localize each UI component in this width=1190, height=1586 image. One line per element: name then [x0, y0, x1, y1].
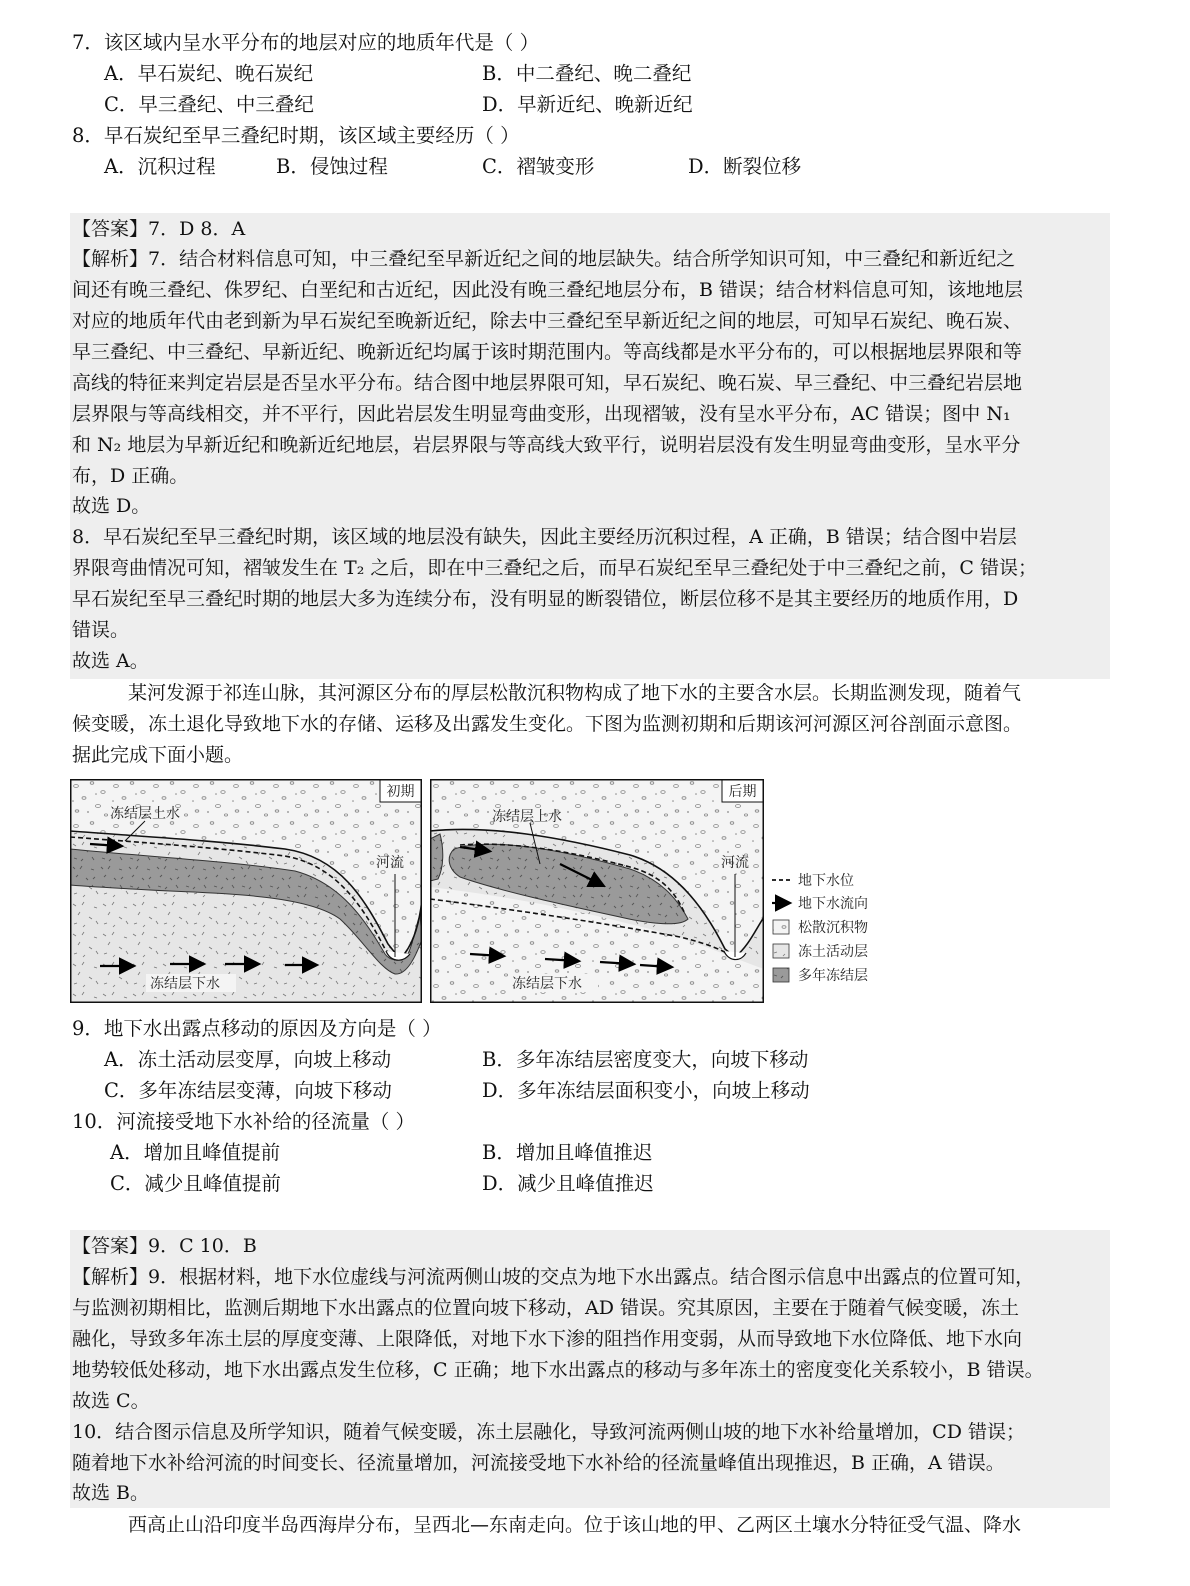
- q9-option-c: C．多年冻结层变薄，向坡下移动: [104, 1079, 392, 1102]
- analysis-line: 和 N₂ 地层为早新近纪和晚新近纪地层，岩层界限与等高线大致平行，说明岩层没有发生明显弯曲变形，呈水平分: [72, 434, 1021, 456]
- analysis-line: 早三叠纪、中三叠纪、早新近纪、晚新近纪均属于该时期范围内。等高线都是水平分布的，可以根据地层界限和等: [72, 341, 1023, 363]
- conclusion-line: 故选 D。: [72, 495, 151, 517]
- q10-option-a: A．增加且峰值提前: [110, 1141, 281, 1164]
- conclusion-line: 故选 C。: [72, 1390, 150, 1412]
- q8-stem: 8．早石炭纪至早三叠纪时期，该区域主要经历（ ）: [72, 124, 520, 147]
- analysis-line: 错误。: [72, 619, 130, 641]
- legend-loose-swatch: [773, 920, 789, 934]
- answer-9-10: 【答案】9．C 10．B: [72, 1235, 257, 1257]
- analysis-line: 层界限与等高线相交，并不平行，因此岩层发生明显弯曲变形，出现褶皱，没有呈水平分布，AC 错误；图中 N₁: [72, 403, 1011, 425]
- label-river: 河流: [721, 855, 749, 871]
- material-text: 西高止山沿印度半岛西海岸分布，呈西北—东南走向。位于该山地的甲、乙两区土壤水分特征受气温、降水: [128, 1514, 1022, 1536]
- q7-option-a: A．早石炭纪、晚石炭纪: [104, 62, 314, 85]
- label-river: 河流: [376, 855, 404, 871]
- label-subpermafrost-water: 冻结层下水: [512, 976, 582, 992]
- analysis-line: 【解析】9．根据材料，地下水位虚线与河流两侧山坡的交点为地下水出露点。结合图示信息中出露点的位置可知，: [72, 1266, 1035, 1288]
- conclusion-line: 故选 B。: [72, 1482, 150, 1504]
- analysis-line: 地势较低处移动，地下水出露点发生位移，C 正确；地下水出露点的移动与多年冻土的密度变化关系较小，B 错误。: [72, 1359, 1044, 1381]
- analysis-line: 与监测初期相比，监测后期地下水出露点的位置向坡下移动，AD 错误。究其原因，主要在于随着气候变暖，冻土: [72, 1297, 1019, 1319]
- analysis-line: 8．早石炭纪至早三叠纪时期，该区域的地层没有缺失，因此主要经历沉积过程，A 正确，B 错误；结合图中岩层: [72, 526, 1017, 548]
- analysis-line: 高线的特征来判定岩层是否呈水平分布。结合图中地层界限可知，早石炭纪、晚石炭、早三叠纪、中三叠纪岩层地: [72, 372, 1023, 394]
- label-suprapermafrost-water: 冻结层上水: [492, 809, 562, 825]
- q10-option-b: B．增加且峰值推迟: [482, 1141, 653, 1164]
- panel-tag-early: 初期: [386, 784, 415, 800]
- legend-active-layer: 冻土活动层: [798, 944, 868, 960]
- q9-option-d: D．多年冻结层面积变小，向坡上移动: [482, 1079, 810, 1102]
- profile-late-panel: [430, 779, 764, 1003]
- label-suprapermafrost-water: 冻结层上水: [110, 806, 180, 822]
- profile-early-panel: [70, 779, 422, 1003]
- q8-option-b: B．侵蚀过程: [276, 155, 388, 178]
- analysis-line: 间还有晚三叠纪、侏罗纪、白垩纪和古近纪，因此没有晚三叠纪地层分布，B 错误；结合材料信息可知，该地地层: [72, 279, 1024, 301]
- q10-option-d: D．减少且峰值推迟: [482, 1172, 654, 1195]
- legend-active-swatch: [773, 944, 789, 958]
- answer-7-8: 【答案】7．D 8．A: [72, 218, 246, 240]
- analysis-line: 布，D 正确。: [72, 465, 189, 487]
- q7-option-c: C．早三叠纪、中三叠纪: [104, 93, 314, 116]
- q8-option-c: C．褶皱变形: [482, 155, 595, 178]
- material-text: 某河发源于祁连山脉，其河源区分布的厚层松散沉积物构成了地下水的主要含水层。长期监测发现，随着气: [128, 682, 1022, 704]
- legend-water-table: 地下水位: [798, 873, 854, 889]
- q8-option-a: A．沉积过程: [104, 155, 216, 178]
- figure-legend: [770, 868, 900, 990]
- label-subpermafrost-water: 冻结层下水: [150, 976, 220, 992]
- material-text: 据此完成下面小题。: [72, 744, 244, 766]
- conclusion-line: 故选 A。: [72, 650, 149, 672]
- q7-option-b: B．中二叠纪、晚二叠纪: [482, 62, 692, 85]
- analysis-line: 对应的地质年代由老到新为早石炭纪至晚新近纪，除去中三叠纪至早新近纪之间的地层，可知早石炭纪、晚石炭、: [72, 310, 1023, 332]
- panel-tag-late: 后期: [728, 784, 757, 800]
- analysis-line: 融化，导致多年冻土层的厚度变薄、上限降低，对地下水下渗的阻挡作用变弱，从而导致地下水位降低、地下水向: [72, 1328, 1023, 1350]
- legend-flow-direction: 地下水流向: [798, 896, 868, 912]
- q7-stem: 7．该区域内呈水平分布的地层对应的地质年代是（ ）: [72, 31, 540, 54]
- legend-permafrost: 多年冻结层: [798, 968, 868, 984]
- q9-option-b: B．多年冻结层密度变大，向坡下移动: [482, 1048, 809, 1071]
- q7-option-d: D．早新近纪、晚新近纪: [482, 93, 693, 116]
- legend-permafrost-swatch: [773, 968, 789, 982]
- analysis-line: 随着地下水补给河流的时间变长、径流量增加，河流接受地下水补给的径流量峰值出现推迟，B 正确，A 错误。: [72, 1452, 1005, 1474]
- analysis-line: 界限弯曲情况可知，褶皱发生在 T₂ 之后，即在中三叠纪之后，而早石炭纪至早三叠纪处于中三叠纪之前，C 错误；: [72, 557, 1037, 579]
- analysis-line: 10．结合图示信息及所学知识，随着气候变暖，冻土层融化，导致河流两侧山坡的地下水补给量增加，CD 错误；: [72, 1421, 1025, 1443]
- q9-option-a: A．冻土活动层变厚，向坡上移动: [104, 1048, 392, 1071]
- material-text: 候变暖，冻土退化导致地下水的存储、运移及出露发生变化。下图为监测初期和后期该河河源区河谷剖面示意图。: [72, 713, 1023, 735]
- q10-stem: 10．河流接受地下水补给的径流量（ ）: [72, 1110, 416, 1133]
- analysis-line: 【解析】7．结合材料信息可知，中三叠纪至早新近纪之间的地层缺失。结合所学知识可知，中三叠纪和新近纪之: [72, 248, 1016, 270]
- analysis-line: 早石炭纪至早三叠纪时期的地层大多为连续分布，没有明显的断裂错位，断层位移不是其主要经历的地质作用，D: [72, 588, 1019, 610]
- q10-option-c: C．减少且峰值提前: [110, 1172, 281, 1195]
- q8-option-d: D．断裂位移: [688, 155, 802, 178]
- q9-stem: 9．地下水出露点移动的原因及方向是（ ）: [72, 1017, 442, 1040]
- legend-loose-sediment: 松散沉积物: [798, 920, 868, 936]
